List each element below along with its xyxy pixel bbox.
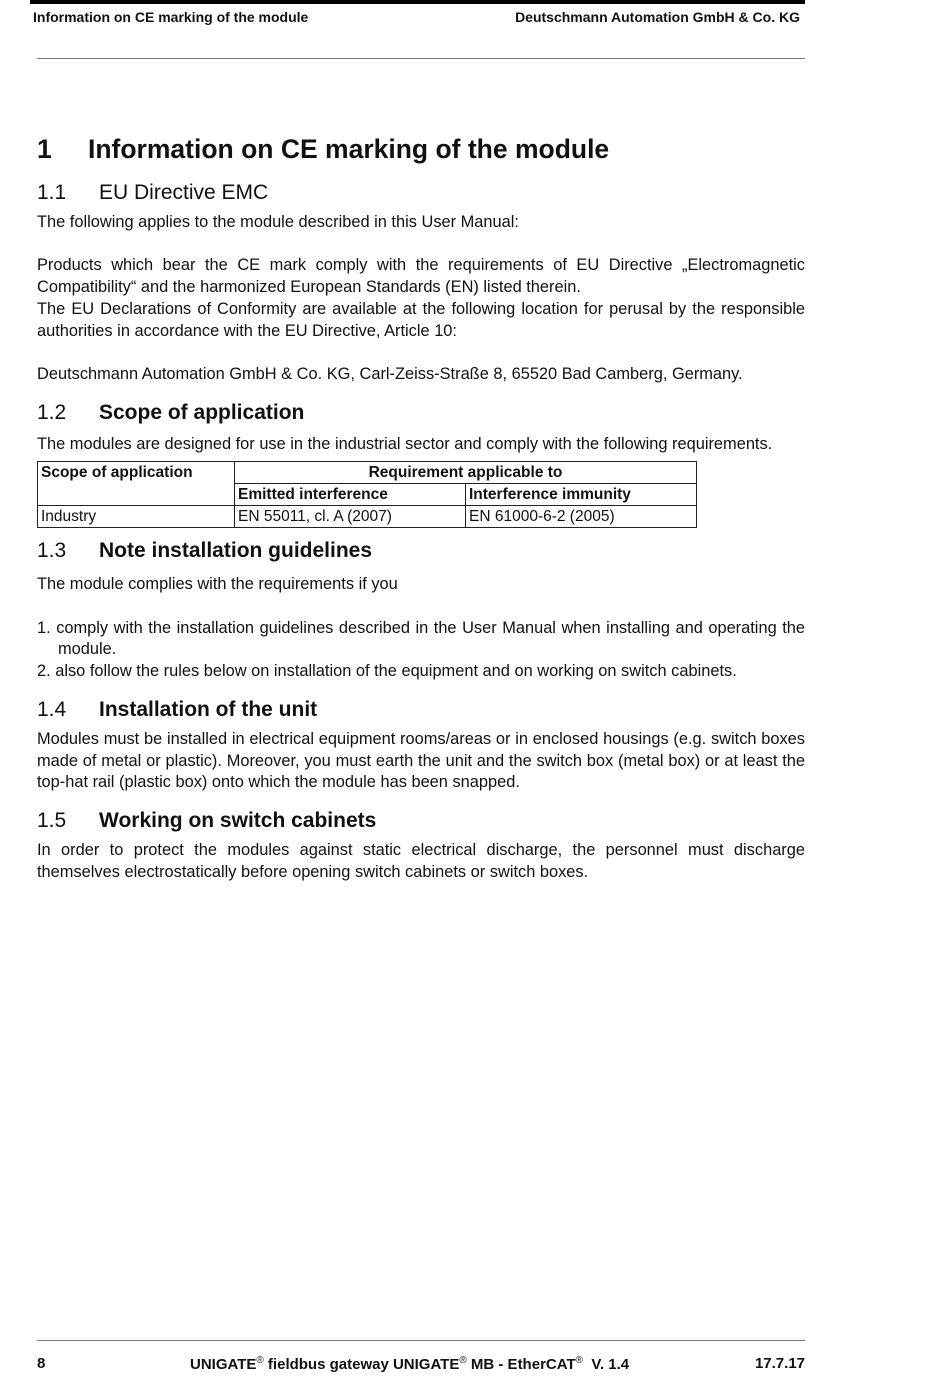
paragraph: Products which bear the CE mark comply with the requirements of EU Directive „Electromagnetic Compatibility“ and the harmonized European Standards (EN) listed therein. [37, 256, 805, 297]
table-header-scope: Scope of application [38, 462, 235, 484]
list-item: 2. also follow the rules below on installation of the equipment and on working on switch cabinets. [37, 662, 737, 681]
paragraph: The modules are designed for use in the industrial sector and comply with the following requirements. [37, 434, 773, 453]
paragraph: Deutschmann Automation GmbH & Co. KG, Carl-Zeiss-Straße 8, 65520 Bad Camberg, Germany. [37, 364, 743, 383]
table-cell-immunity: EN 61000-6-2 (2005) [466, 506, 697, 528]
section-title: Installation of the unit [99, 697, 318, 721]
footer-title-part: UNIGATE [190, 1356, 257, 1373]
table-cell-scope: Industry [38, 506, 235, 528]
running-header-left: Information on CE marking of the module [33, 9, 309, 25]
section-title: Note installation guidelines [99, 539, 373, 563]
section-title: Working on switch cabinets [99, 808, 377, 832]
section-title: EU Directive EMC [99, 181, 269, 204]
section-heading-1-2 [37, 398, 805, 428]
table-header-group: Requirement applicable to [235, 462, 697, 484]
paragraph: The following applies to the module described in this User Manual: [37, 213, 519, 231]
list-item: 1. comply with the installation guidelines described in the User Manual when installing and operating the module. [37, 618, 805, 659]
registered-mark: ® [575, 1355, 583, 1366]
section-number: 1.5 [37, 808, 67, 832]
footer-date: 17.7.17 [754, 1355, 805, 1372]
section-title: Scope of application [99, 400, 305, 424]
registered-mark: ® [459, 1355, 467, 1366]
section-number: 1.2 [37, 400, 67, 424]
chapter-title: Information on CE marking of the module [88, 134, 610, 164]
section-number: 1.1 [37, 181, 67, 204]
section-heading-1-5 [37, 806, 805, 836]
header-bar [30, 0, 805, 4]
table-header-immunity: Interference immunity [466, 484, 697, 506]
section-heading-1-1 [37, 178, 805, 208]
requirements-table [37, 461, 697, 528]
paragraph: The module complies with the requirements if you [37, 575, 398, 594]
table-cell-emitted: EN 55011, cl. A (2007) [235, 506, 466, 528]
section-heading-1-4 [37, 695, 805, 725]
chapter-heading [37, 130, 805, 168]
header-rule [37, 58, 805, 59]
page-number: 8 [37, 1355, 46, 1372]
section-heading-1-3 [37, 536, 805, 566]
section-number: 1.3 [37, 539, 67, 563]
footer-title-part: fieldbus gateway UNIGATE [263, 1356, 460, 1373]
main-content [37, 130, 805, 883]
paragraph: Modules must be installed in electrical equipment rooms/areas or in enclosed housings (e.g. switch boxes made of metal or plastic). Moreover, you must earth the unit and the switch box (metal box) or at least the top-hat rail (plastic box) onto which the module has been snapped. [37, 729, 805, 792]
chapter-number: 1 [37, 134, 52, 164]
guideline-list [37, 618, 805, 683]
registered-mark: ® [256, 1355, 264, 1366]
footer-rule [37, 1340, 805, 1341]
running-header-right: Deutschmann Automation GmbH & Co. KG [515, 9, 800, 25]
table-row [38, 506, 697, 528]
section-number: 1.4 [37, 697, 67, 721]
footer-title-part: MB - EtherCAT [466, 1356, 576, 1373]
footer-title [190, 1355, 629, 1373]
paragraph: In order to protect the modules against static electrical discharge, the personnel must discharge themselves electrostatically before opening switch cabinets or switch boxes. [37, 840, 805, 881]
table-header-empty [38, 484, 235, 506]
footer-version: V. 1.4 [583, 1356, 630, 1373]
table-header-emitted: Emitted interference [235, 484, 466, 506]
paragraph: The EU Declarations of Conformity are available at the following location for perusal by the responsible authorities in accordance with the EU Directive, Article 10: [37, 299, 805, 340]
